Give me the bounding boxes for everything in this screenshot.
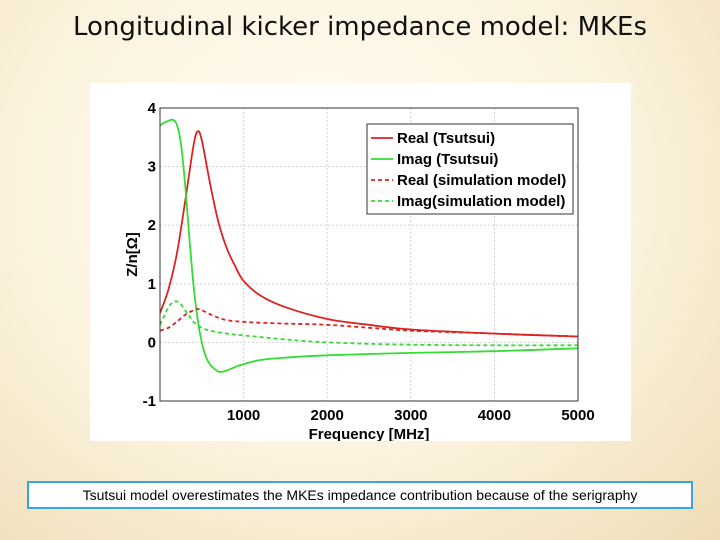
- y-tick-label: 4: [147, 100, 156, 117]
- impedance-chart: [90, 83, 631, 441]
- x-tick-label: 5000: [561, 407, 595, 424]
- x-tick-label: 3000: [394, 407, 428, 424]
- y-tick-label: 0: [147, 334, 156, 352]
- y-tick-label: 1: [147, 275, 156, 293]
- y-axis-label: Z/n[Ω]: [124, 232, 141, 277]
- x-axis-label: Frequency [MHz]: [308, 426, 430, 441]
- y-tick-label: 3: [147, 158, 156, 176]
- series-line-3: [160, 309, 578, 337]
- x-tick-label: 4000: [477, 407, 512, 424]
- series-line-4: [160, 301, 578, 345]
- legend: [367, 124, 573, 214]
- x-tick-label: 1000: [226, 407, 261, 424]
- y-tick-label: 2: [147, 217, 156, 235]
- legend-label: Real (Tsutsui): [397, 130, 496, 147]
- chart-figure: [90, 83, 631, 441]
- slide-title: Longitudinal kicker impedance model: MKEs: [72, 12, 648, 42]
- legend-label: Imag(simulation model): [397, 193, 566, 210]
- y-tick-label: -1: [142, 393, 156, 410]
- legend-label: Imag (Tsutsui): [397, 151, 499, 168]
- x-tick-label: 2000: [310, 407, 344, 424]
- legend-label: Real (simulation model): [397, 172, 567, 189]
- caption-box: Tsutsui model overestimates the MKEs impedance contribution because of the serigraphy: [27, 481, 693, 509]
